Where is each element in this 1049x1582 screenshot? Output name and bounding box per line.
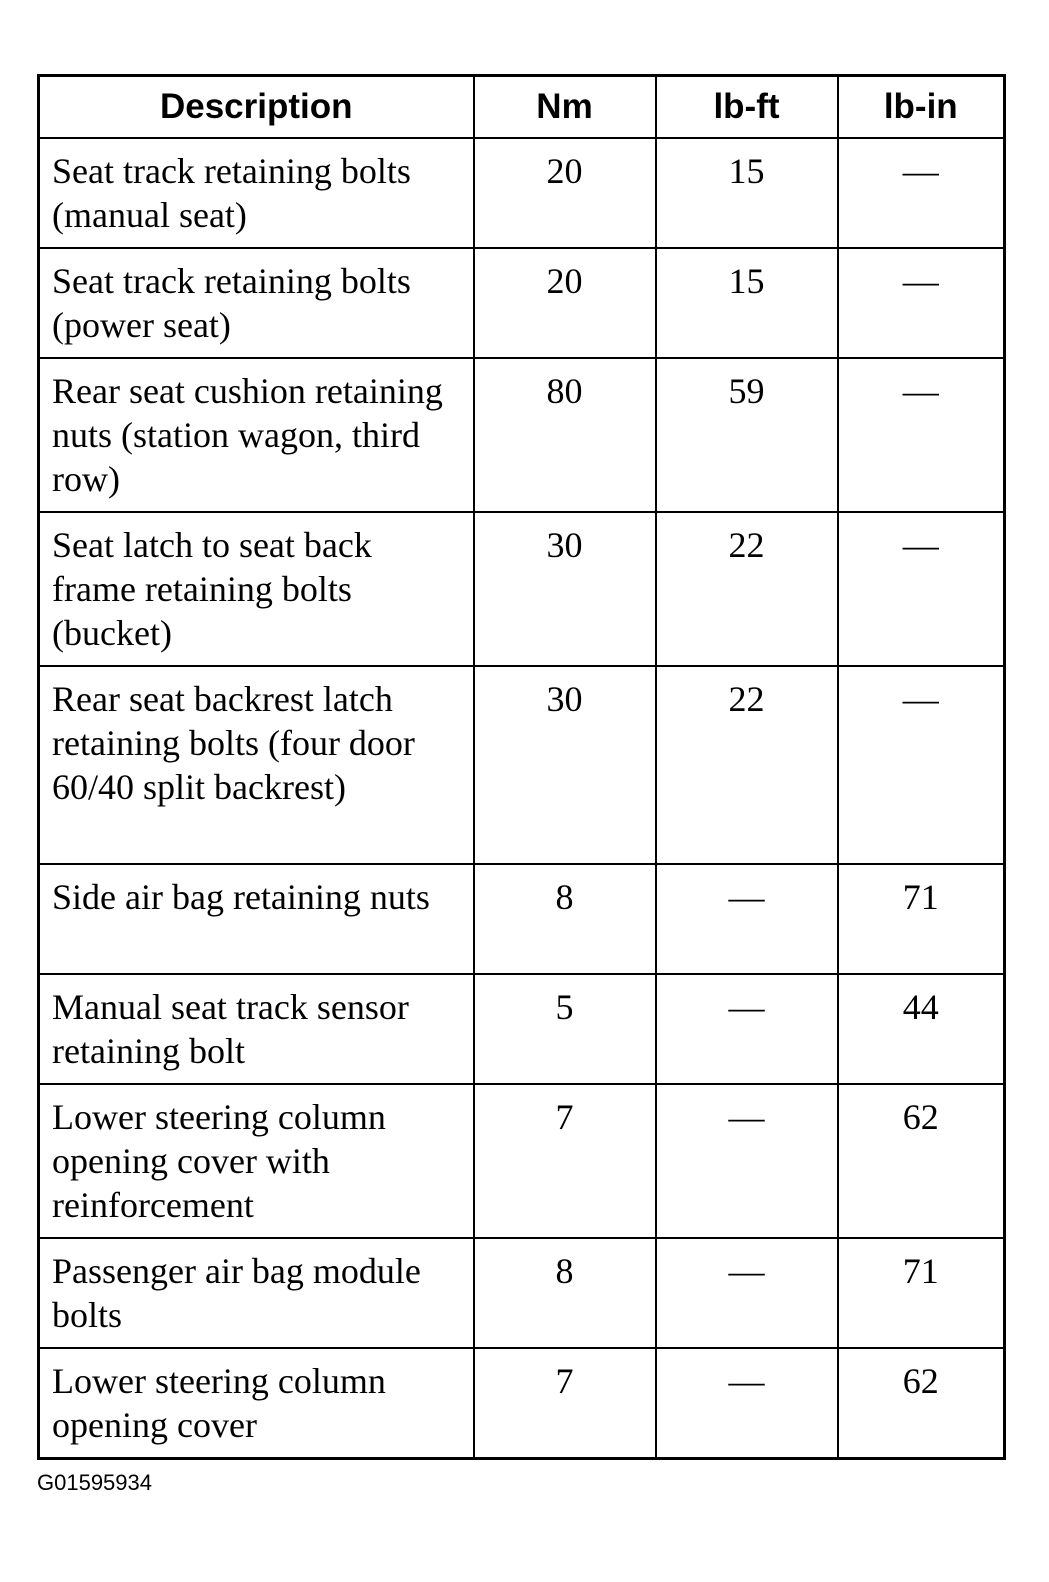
row-lb-ft: — <box>656 1084 838 1238</box>
table-row <box>39 1238 1005 1348</box>
row-description: Seat latch to seat back frame retaining bolts (bucket) <box>39 512 474 666</box>
row-lb-ft: — <box>656 1238 838 1348</box>
row-lb-ft: 15 <box>656 138 838 248</box>
row-description: Rear seat backrest latch retaining bolts (four door 60/40 split backrest) <box>39 666 474 864</box>
row-lb-ft: 22 <box>656 512 838 666</box>
row-nm: 5 <box>474 974 656 1084</box>
row-lb-in: — <box>838 666 1005 864</box>
header-lb-in: lb-in <box>838 76 1005 139</box>
row-nm: 30 <box>474 512 656 666</box>
row-description: Lower steering column opening cover <box>39 1348 474 1459</box>
row-nm: 20 <box>474 138 656 248</box>
table-row <box>39 666 1005 864</box>
row-nm: 8 <box>474 864 656 974</box>
header-description: Description <box>39 76 474 139</box>
table-row <box>39 1348 1005 1459</box>
table-row <box>39 248 1005 358</box>
row-lb-ft: 22 <box>656 666 838 864</box>
row-nm: 7 <box>474 1084 656 1238</box>
row-description: Rear seat cushion retaining nuts (station wagon, third row) <box>39 358 474 512</box>
row-description: Passenger air bag module bolts <box>39 1238 474 1348</box>
row-lb-in: — <box>838 358 1005 512</box>
row-description: Seat track retaining bolts (manual seat) <box>39 138 474 248</box>
table-row <box>39 1084 1005 1238</box>
row-lb-ft: 59 <box>656 358 838 512</box>
row-lb-in: 62 <box>838 1084 1005 1238</box>
row-lb-ft: — <box>656 974 838 1084</box>
header-nm: Nm <box>474 76 656 139</box>
row-lb-in: — <box>838 512 1005 666</box>
figure-id: G01595934 <box>37 1470 152 1495</box>
row-lb-in: 62 <box>838 1348 1005 1459</box>
table-row <box>39 974 1005 1084</box>
table-row <box>39 864 1005 974</box>
row-lb-ft: — <box>656 864 838 974</box>
row-lb-in: — <box>838 248 1005 358</box>
row-nm: 7 <box>474 1348 656 1459</box>
table-row <box>39 512 1005 666</box>
row-lb-in: — <box>838 138 1005 248</box>
row-nm: 30 <box>474 666 656 864</box>
row-lb-in: 44 <box>838 974 1005 1084</box>
torque-specification-table <box>37 74 1006 1460</box>
table-row <box>39 138 1005 248</box>
row-nm: 80 <box>474 358 656 512</box>
table-row <box>39 358 1005 512</box>
row-nm: 8 <box>474 1238 656 1348</box>
row-lb-in: 71 <box>838 1238 1005 1348</box>
row-lb-ft: — <box>656 1348 838 1459</box>
table-header-row <box>39 76 1005 139</box>
header-lb-ft: lb-ft <box>656 76 838 139</box>
row-nm: 20 <box>474 248 656 358</box>
row-description: Manual seat track sensor retaining bolt <box>39 974 474 1084</box>
row-lb-ft: 15 <box>656 248 838 358</box>
row-description: Seat track retaining bolts (power seat) <box>39 248 474 358</box>
row-lb-in: 71 <box>838 864 1005 974</box>
row-description: Side air bag retaining nuts <box>39 864 474 974</box>
row-description: Lower steering column opening cover with reinforcement <box>39 1084 474 1238</box>
